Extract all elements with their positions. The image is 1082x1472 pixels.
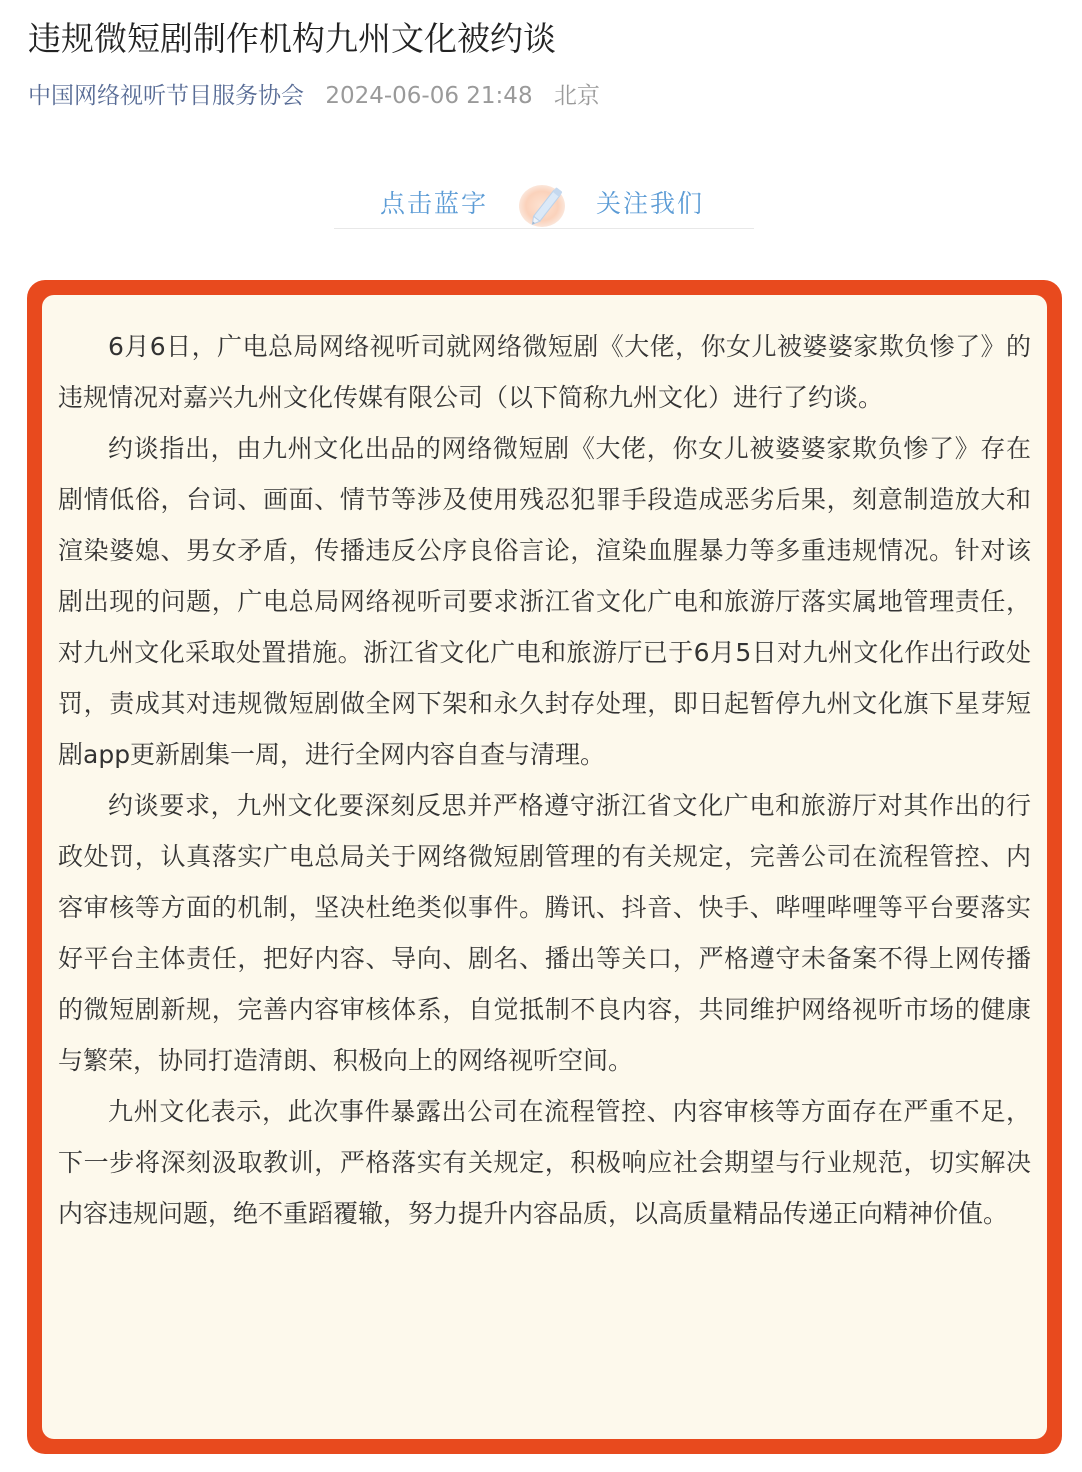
publish-time: 2024-06-06 21:48 bbox=[325, 83, 533, 109]
follow-banner[interactable] bbox=[334, 172, 754, 229]
follow-banner-right-text: 关注我们 bbox=[596, 189, 705, 218]
account-name-link[interactable]: 中国网络视听节目服务协会 bbox=[28, 83, 304, 109]
content-paragraph: 约谈要求，九州文化要深刻反思并严格遵守浙江省文化广电和旅游厅对其作出的行政处罚，认真落实广电总局关于网络微短剧管理的有关规定，完善公司在流程管控、内容审核等方面的机制，坚决杜绝类似事件。腾讯、抖音、快手、哔哩哔哩等平台要落实好平台主体责任，把好内容、导向、剧名、播出等关口，严格遵守未备案不得上网传播的微短剧新规，完善内容审核体系，自觉抵制不良内容，共同维护网络视听市场的健康与繁荣，协同打造清朗、积极向上的网络视听空间。 bbox=[58, 791, 1031, 1075]
content-paragraph: 约谈指出，由九州文化出品的网络微短剧《大佬，你女儿被婆婆家欺负惨了》存在剧情低俗，台词、画面、情节等涉及使用残忍犯罪手段造成恶劣后果，刻意制造放大和渲染婆媳、男女矛盾，传播违反公序良俗言论，渲染血腥暴力等多重违规情况。针对该剧出现的问题，广电总局网络视听司要求浙江省文化广电和旅游厅落实属地管理责任，对九州文化采取处置措施。浙江省文化广电和旅游厅已于6月5日对九州文化作出行政处罚，责成其对违规微短剧做全网下架和永久封存处理，即日起暂停九州文化旗下星芽短剧app更新剧集一周，进行全网内容自查与清理。 bbox=[58, 434, 1031, 769]
pen-icon bbox=[516, 176, 574, 230]
publish-location: 北京 bbox=[553, 83, 600, 109]
content-frame bbox=[27, 280, 1062, 1454]
content-paragraph: 6月6日，广电总局网络视听司就网络微短剧《大佬，你女儿被婆婆家欺负惨了》的违规情况对嘉兴九州文化传媒有限公司（以下简称九州文化）进行了约谈。 bbox=[58, 332, 1031, 412]
follow-banner-left-text: 点击蓝字 bbox=[380, 189, 489, 218]
article-meta bbox=[28, 78, 600, 114]
article-title: 违规微短剧制作机构九州文化被约谈 bbox=[28, 19, 556, 58]
content-paragraph: 九州文化表示，此次事件暴露出公司在流程管控、内容审核等方面存在严重不足，下一步将深刻汲取教训，严格落实有关规定，积极响应社会期望与行业规范，切实解决内容违规问题，绝不重蹈覆辙，努力提升内容品质，以高质量精品传递正向精神价值。 bbox=[58, 1097, 1031, 1228]
content-box bbox=[42, 295, 1047, 1439]
